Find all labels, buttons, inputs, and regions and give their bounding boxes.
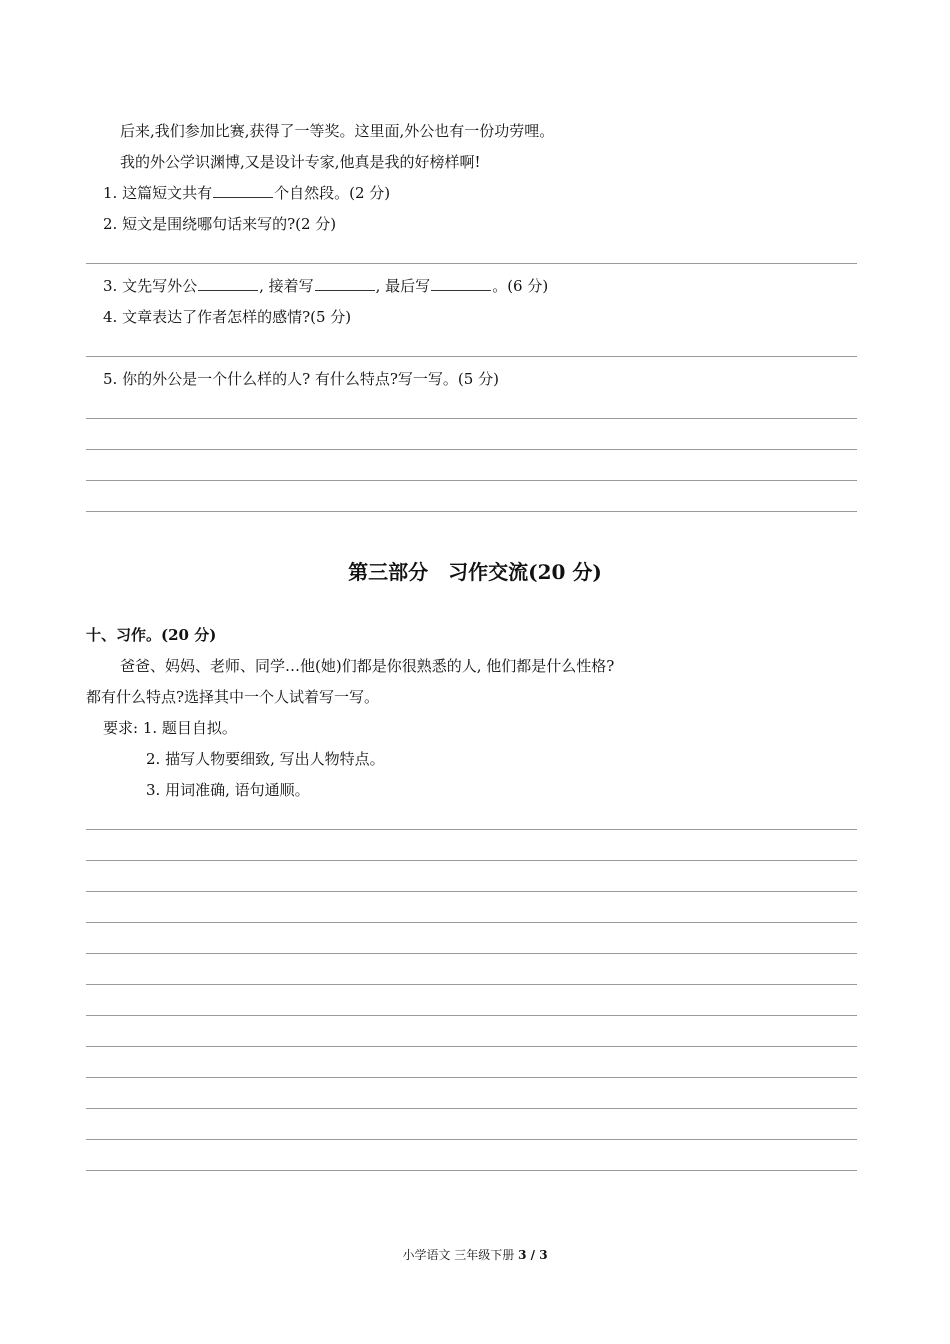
- writing-line[interactable]: [86, 984, 857, 985]
- writing-line[interactable]: [86, 953, 857, 954]
- question-5: 5. 你的外公是一个什么样的人? 有什么特点?写一写。(5 分): [103, 370, 499, 388]
- page-footer: [0, 1246, 950, 1263]
- writing-line[interactable]: [86, 1077, 857, 1078]
- section-title: 第三部分 习作交流(20 分): [348, 560, 602, 584]
- question-3-text: , 最后写: [375, 277, 431, 295]
- page-number: 3 / 3: [518, 1248, 548, 1262]
- writing-line[interactable]: [86, 1046, 857, 1047]
- question-1-text: 个自然段。(2 分): [274, 184, 391, 202]
- writing-line[interactable]: [86, 1139, 857, 1140]
- answer-line[interactable]: [86, 511, 857, 512]
- writing-prompt: 都有什么特点?选择其中一个人试着写一写。: [86, 688, 380, 706]
- answer-line[interactable]: [86, 480, 857, 481]
- footer-label: 小学语文 三年级下册: [402, 1248, 515, 1262]
- question-1-text: 1. 这篇短文共有: [103, 184, 213, 202]
- answer-blank[interactable]: [198, 276, 258, 291]
- writing-line[interactable]: [86, 891, 857, 892]
- requirement: 要求: 1. 题目自拟。: [103, 719, 237, 737]
- writing-line[interactable]: [86, 1108, 857, 1109]
- question-3-text: 3. 文先写外公: [103, 277, 198, 295]
- question-3: [103, 276, 548, 296]
- passage-paragraph: 后来,我们参加比赛,获得了一等奖。这里面,外公也有一份功劳哩。: [120, 122, 555, 140]
- writing-line[interactable]: [86, 922, 857, 923]
- writing-prompt: 爸爸、妈妈、老师、同学…他(她)们都是你很熟悉的人, 他们都是什么性格?: [120, 657, 615, 675]
- answer-line[interactable]: [86, 356, 857, 357]
- answer-line[interactable]: [86, 449, 857, 450]
- requirement: 3. 用词准确, 语句通顺。: [146, 781, 310, 799]
- answer-line[interactable]: [86, 263, 857, 264]
- task-heading: 十、习作。(20 分): [86, 626, 217, 644]
- question-3-text: , 接着写: [259, 277, 314, 295]
- writing-line[interactable]: [86, 1170, 857, 1171]
- writing-line[interactable]: [86, 829, 857, 830]
- answer-blank[interactable]: [431, 276, 491, 291]
- requirement: 2. 描写人物要细致, 写出人物特点。: [146, 750, 385, 768]
- answer-blank[interactable]: [213, 183, 273, 198]
- writing-line[interactable]: [86, 860, 857, 861]
- answer-line[interactable]: [86, 418, 857, 419]
- question-4: 4. 文章表达了作者怎样的感情?(5 分): [103, 308, 352, 326]
- passage-paragraph: 我的外公学识渊博,又是设计专家,他真是我的好榜样啊!: [120, 153, 481, 171]
- answer-blank[interactable]: [315, 276, 375, 291]
- writing-line[interactable]: [86, 1015, 857, 1016]
- question-1: [103, 183, 390, 203]
- question-2: 2. 短文是围绕哪句话来写的?(2 分): [103, 215, 337, 233]
- question-3-text: 。(6 分): [492, 277, 549, 295]
